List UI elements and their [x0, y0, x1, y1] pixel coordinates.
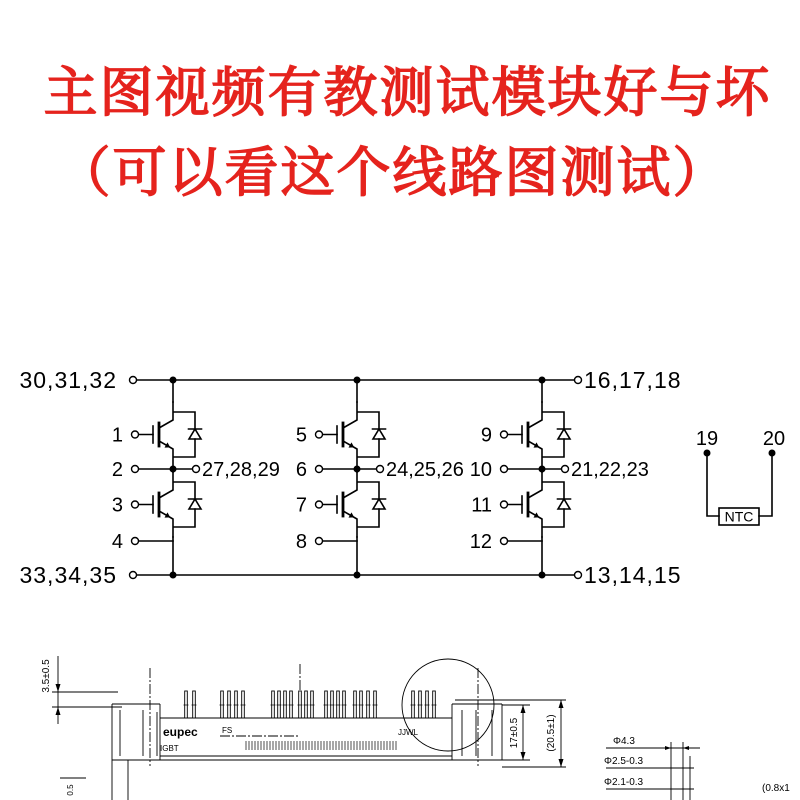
junction-dot	[354, 466, 361, 473]
pin	[343, 691, 346, 718]
terminal-pin	[316, 466, 323, 473]
terminal-label: 2	[111, 459, 123, 481]
terminal-label: 8	[295, 531, 307, 553]
igbt-lower	[153, 472, 202, 537]
module-pins	[184, 691, 437, 718]
igbt-upper	[153, 402, 202, 467]
output-label: 27,28,29	[202, 459, 280, 481]
pin	[193, 691, 196, 718]
pin	[305, 691, 308, 718]
ntc-pin-label: 19	[695, 428, 719, 450]
module-type: IGBT	[160, 744, 179, 753]
rail-label-bottom-left: 33,34,35	[19, 562, 117, 588]
terminal-pin	[132, 501, 139, 508]
output-terminal	[193, 466, 200, 473]
terminal-pin	[132, 431, 139, 438]
pin	[185, 691, 188, 718]
dimension-arrows-right	[521, 700, 564, 767]
pin	[311, 691, 314, 718]
rail-terminal	[575, 572, 582, 579]
module-code: JJWL	[398, 728, 418, 737]
dimension-hole-diameter: Φ4.3	[613, 736, 635, 747]
terminal-pin	[316, 431, 323, 438]
terminal-pin	[501, 538, 508, 545]
igbt-upper	[522, 402, 571, 467]
terminal-label: 5	[295, 424, 307, 447]
ntc-pin-label: 20	[762, 428, 786, 450]
terminal-pin	[316, 538, 323, 545]
pin	[367, 691, 370, 718]
pin	[374, 691, 377, 718]
rail-terminal	[130, 572, 137, 579]
terminal-pin	[132, 538, 139, 545]
pin	[331, 691, 334, 718]
terminal-label: 4	[111, 531, 123, 553]
label-hatch	[246, 741, 396, 750]
igbt-lower	[522, 472, 571, 537]
rail-label-top-left: 30,31,32	[19, 367, 117, 393]
outline-drawing	[41, 656, 790, 800]
pin	[299, 691, 302, 718]
pin	[278, 691, 281, 718]
center-line	[150, 664, 478, 766]
terminal-pin	[316, 501, 323, 508]
dimension-pin-height: 3.5±0.5	[41, 659, 52, 693]
terminal-pin	[501, 501, 508, 508]
terminal-wires	[323, 435, 377, 542]
dimension-pin-diameter-1: Φ2.5-0.3	[604, 756, 644, 767]
dimension-pin-section: (0.8x1	[762, 783, 790, 794]
pin	[419, 691, 422, 718]
terminal-label: 1	[111, 424, 123, 447]
pin	[235, 691, 238, 718]
pin	[360, 691, 363, 718]
terminal-label: 7	[295, 494, 307, 517]
terminal-label: 10	[469, 459, 492, 481]
pin	[290, 691, 293, 718]
title-line-2: （可以看这个线路图测试）	[56, 141, 729, 204]
terminal-label: 11	[471, 494, 492, 517]
output-terminal	[562, 466, 569, 473]
terminal-wires	[139, 435, 193, 542]
junction-dot	[170, 466, 177, 473]
brand-logo-text: eupec	[163, 725, 198, 739]
terminal-pin	[501, 431, 508, 438]
terminal-label: 3	[111, 494, 123, 517]
dimension-pin-diameter-2: Φ2.1-0.3	[604, 777, 644, 788]
pin	[412, 691, 415, 718]
pin	[228, 691, 231, 718]
pin	[242, 691, 245, 718]
pin	[426, 691, 429, 718]
dimension-lines-left	[52, 656, 122, 724]
dimension-body-height: 17±0.5	[509, 717, 520, 749]
dimension-total-height: (20.5±1)	[546, 714, 557, 752]
terminal-pin	[501, 466, 508, 473]
leg-3	[470, 380, 649, 575]
leg-1	[112, 380, 280, 575]
pin	[354, 691, 357, 718]
ntc-thermistor	[696, 428, 785, 525]
pin	[325, 691, 328, 718]
terminal-label: 9	[480, 424, 492, 447]
pin	[433, 691, 436, 718]
terminal-wires	[508, 435, 562, 542]
title-line-1: 主图视频有教测试模块好与坏	[43, 61, 772, 124]
leg-2	[296, 380, 464, 575]
output-label: 24,25,26	[386, 459, 464, 481]
terminal-label: 12	[469, 531, 492, 553]
igbt-upper	[337, 402, 386, 467]
terminal-label: 6	[295, 459, 307, 481]
junction-dot	[539, 466, 546, 473]
pin	[284, 691, 287, 718]
ntc-wires	[707, 453, 772, 516]
pin	[221, 691, 224, 718]
pin	[337, 691, 340, 718]
output-terminal	[377, 466, 384, 473]
rail-terminal	[130, 377, 137, 384]
module-marking: FS	[222, 726, 233, 735]
pin	[272, 691, 275, 718]
igbt-lower	[337, 472, 386, 537]
detail-circle	[402, 659, 494, 751]
rail-label-bottom-right: 13,14,15	[584, 562, 682, 588]
terminal-pin	[132, 466, 139, 473]
output-label: 21,22,23	[571, 459, 649, 481]
ntc-label: NTC	[724, 508, 754, 525]
rail-label-top-right: 16,17,18	[584, 367, 682, 393]
rail-terminal	[575, 377, 582, 384]
dimension-bottom-tolerance: 0.5	[66, 784, 75, 796]
pin-detail-lines	[606, 742, 700, 800]
